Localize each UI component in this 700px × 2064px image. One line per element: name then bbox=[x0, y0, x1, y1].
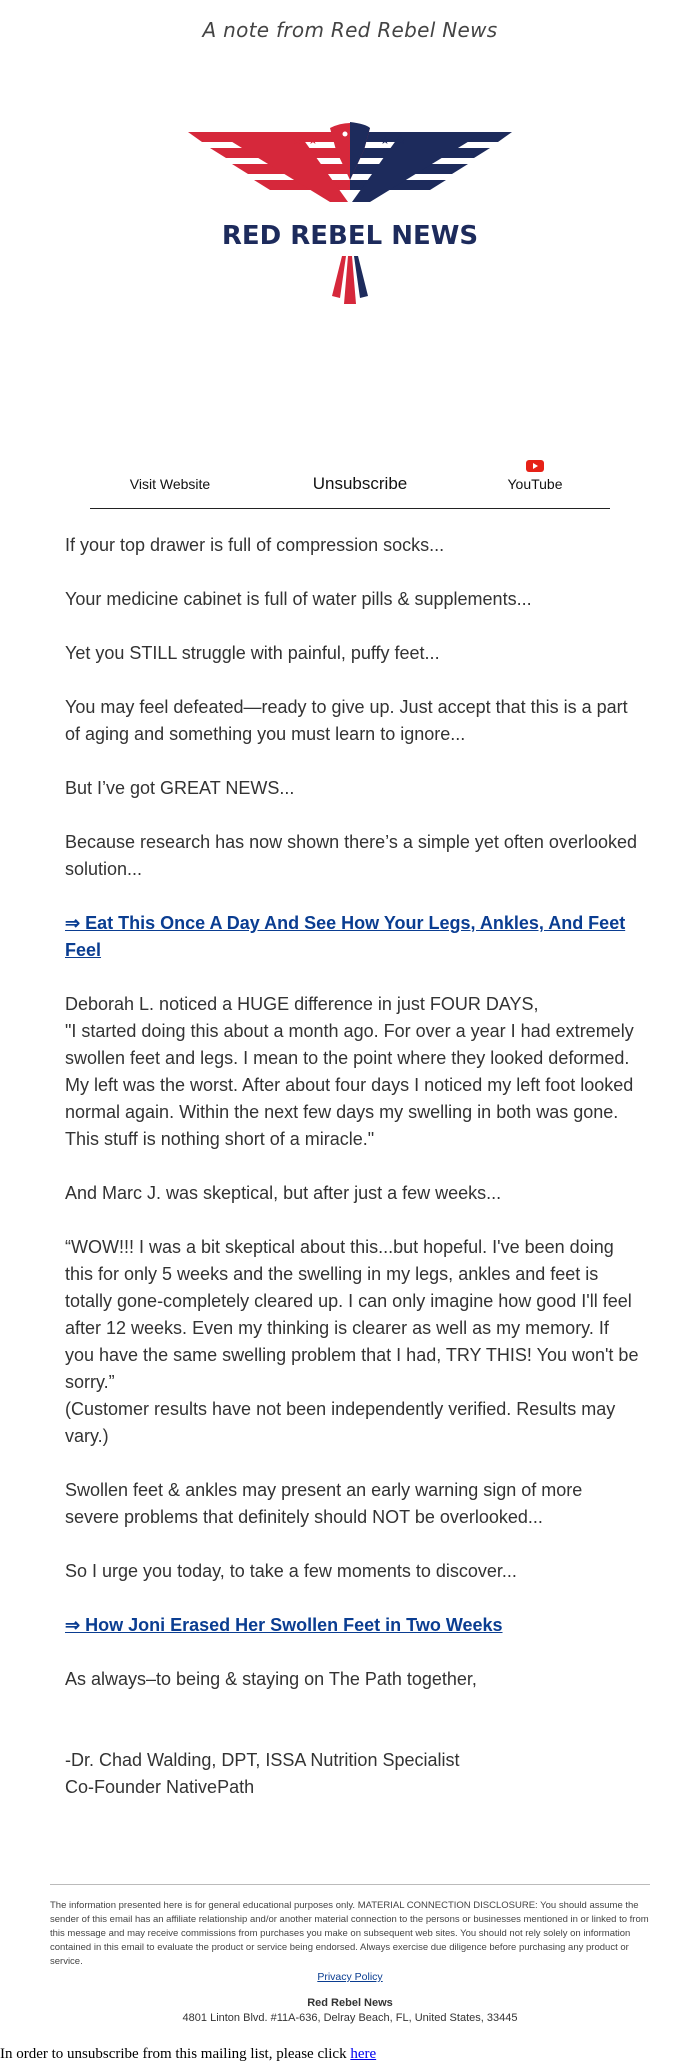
cta-link-joni[interactable]: ⇒ How Joni Erased Her Swollen Feet in Two Weeks bbox=[65, 1615, 503, 1635]
signature-title: Co-Founder NativePath bbox=[65, 1777, 255, 1797]
right-wing-icon bbox=[350, 132, 512, 202]
body-paragraph: Swollen feet & ankles may present an early warning sign of more severe problems that definitely should NOT be overlooked... bbox=[65, 1480, 583, 1527]
body-paragraph: So I urge you today, to take a few moments to discover... bbox=[65, 1561, 517, 1581]
logo-wordmark: RED REBEL NEWS bbox=[221, 221, 479, 251]
privacy-policy-link[interactable]: Privacy Policy bbox=[317, 1971, 383, 1983]
left-wing-icon bbox=[188, 132, 350, 202]
red-rebel-news-logo bbox=[180, 120, 520, 310]
visit-website-link[interactable]: Visit Website bbox=[129, 476, 211, 492]
signature-name: -Dr. Chad Walding, DPT, ISSA Nutrition Specialist bbox=[65, 1750, 460, 1770]
body-paragraph: You may feel defeated—ready to give up. Just accept that this is a part of aging and something you must learn to ignore... bbox=[65, 697, 628, 744]
svg-text:★: ★ bbox=[308, 134, 318, 147]
bottom-unsubscribe bbox=[0, 2046, 376, 2063]
body-paragraph: Your medicine cabinet is full of water pills & supplements... bbox=[65, 589, 532, 609]
bottom-unsubscribe-text: In order to unsubscribe from this mailing list, please click bbox=[0, 2046, 347, 2062]
testimonial-quote-marc: “WOW!!! I was a bit skeptical about this...but hopeful. I've been doing this for only 5 weeks and the swelling in my legs, ankles and feet is totally gone-completely cleared up. I can only imagine how good I'll feel after 12 weeks. Even my thinking is clearer as well as my memory. If you have the same swelling problem that I had, TRY THIS! You won't be sorry.” bbox=[65, 1237, 639, 1392]
testimonial-intro-marc: And Marc J. was skeptical, but after just a few weeks... bbox=[65, 1183, 502, 1203]
email-body bbox=[65, 532, 640, 1801]
footer-disclaimer: The information presented here is for general educational purposes only. MATERIAL CONNECTION DISCLOSURE: You should assume the sender of this email has an affiliate relationship and/or another material connection to the persons or businesses mentioned in or linked to from this message and may receive commissions from purchases you make on subsequent web sites. You should not rely solely on information contained in this email to evaluate the product or service being endorsed. Always exercise due diligence before purchasing any product or service. bbox=[50, 1900, 649, 1967]
closing-line: As always–to being & staying on The Path together, bbox=[65, 1669, 477, 1689]
footer bbox=[50, 1884, 650, 2024]
body-paragraph: But I’ve got GREAT NEWS... bbox=[65, 778, 295, 798]
testimonial-quote-deborah: "I started doing this about a month ago. For over a year I had extremely swollen feet and legs. I mean to the point where they looked deformed. My left was the worst. After about four days I noticed my left foot looked normal again. Within the next few days my swelling in both was gone. This stuff is nothing short of a miracle." bbox=[65, 1021, 634, 1149]
svg-text:★: ★ bbox=[380, 134, 390, 147]
footer-company: Red Rebel News bbox=[307, 1997, 393, 2009]
tail-feathers-icon bbox=[332, 256, 368, 304]
youtube-icon bbox=[526, 460, 544, 472]
footer-address: 4801 Linton Blvd. #11A-636, Delray Beach, FL, United States, 33445 bbox=[182, 2012, 518, 2024]
unsubscribe-link[interactable]: Unsubscribe bbox=[312, 474, 408, 493]
svg-text:★: ★ bbox=[292, 134, 302, 147]
cta-link-eat-this[interactable]: ⇒ Eat This Once A Day And See How Your Legs, Ankles, And Feet Feel bbox=[65, 913, 626, 960]
body-paragraph: Because research has now shown there’s a simple yet often overlooked solution... bbox=[65, 832, 637, 879]
nav-bar bbox=[90, 460, 610, 509]
youtube-link[interactable] bbox=[495, 460, 575, 492]
header-note: A note from Red Rebel News bbox=[202, 18, 498, 42]
svg-text:★: ★ bbox=[396, 134, 406, 147]
results-disclaimer: (Customer results have not been independently verified. Results may vary.) bbox=[65, 1399, 616, 1446]
body-paragraph: If your top drawer is full of compression socks... bbox=[65, 535, 445, 555]
testimonial-intro-deborah: Deborah L. noticed a HUGE difference in just FOUR DAYS, bbox=[65, 994, 539, 1014]
body-paragraph: Yet you STILL struggle with painful, puffy feet... bbox=[65, 643, 440, 663]
bottom-unsubscribe-link[interactable]: here bbox=[350, 2046, 377, 2062]
youtube-label: YouTube bbox=[507, 476, 563, 492]
